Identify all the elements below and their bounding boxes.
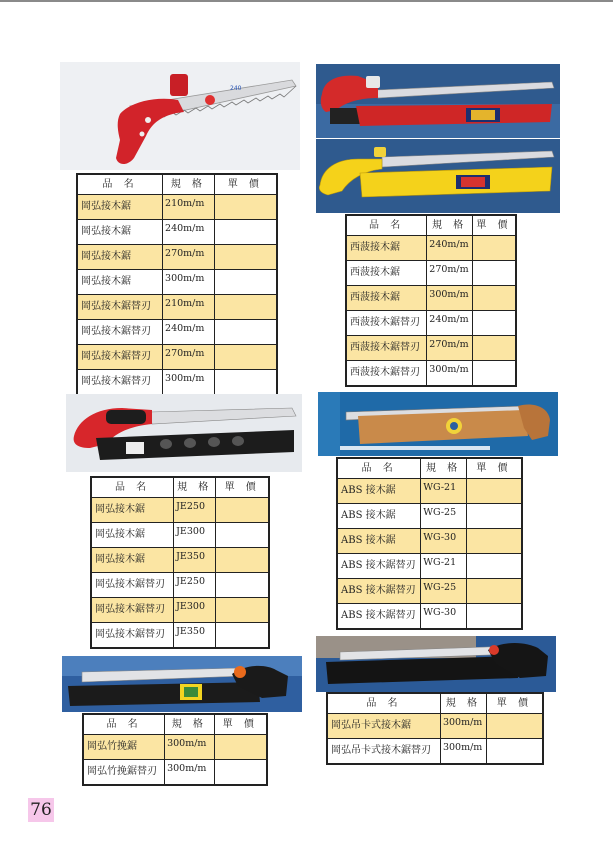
table-row bbox=[91, 523, 269, 548]
cell-product-name: 岡弘接木鋸替刃 bbox=[91, 623, 174, 649]
table-row bbox=[337, 579, 522, 604]
table-header-row bbox=[83, 714, 267, 735]
header-product-name: 品 名 bbox=[83, 714, 165, 735]
cell-spec: 300m/m bbox=[163, 270, 215, 295]
cell-unit-price bbox=[214, 760, 267, 786]
cell-product-name: 岡弘接木鋸 bbox=[77, 195, 163, 220]
page-top-rule bbox=[0, 0, 613, 2]
cell-product-name: 西菠接木鋸 bbox=[346, 286, 427, 311]
blade-size-mark: 240 bbox=[230, 85, 242, 92]
header-unit-price: 單 價 bbox=[216, 477, 269, 498]
price-table-5 bbox=[82, 713, 268, 786]
header-spec: 規 格 bbox=[427, 215, 473, 236]
cell-product-name: 岡弘接木鋸替刃 bbox=[77, 370, 163, 396]
cell-unit-price bbox=[214, 735, 267, 760]
table-row bbox=[337, 479, 522, 504]
cell-product-name: ABS 接木鋸 bbox=[337, 504, 421, 529]
cell-product-name: 西菠接木鋸替刃 bbox=[346, 336, 427, 361]
cell-unit-price bbox=[214, 295, 277, 320]
cell-product-name: 岡弘接木鋸替刃 bbox=[91, 573, 174, 598]
cell-spec: 300m/m bbox=[440, 739, 486, 765]
cell-unit-price bbox=[466, 479, 522, 504]
cell-spec: 300m/m bbox=[165, 735, 214, 760]
cell-product-name: 岡弘竹挽鋸替刃 bbox=[83, 760, 165, 786]
cell-spec: 210m/m bbox=[163, 295, 215, 320]
table-header-row bbox=[91, 477, 269, 498]
header-spec: 規 格 bbox=[440, 693, 486, 714]
header-unit-price: 單 價 bbox=[214, 714, 267, 735]
table-row bbox=[91, 623, 269, 649]
product-photo-abs-saw-card bbox=[318, 392, 558, 456]
cell-product-name: 岡弘接木鋸 bbox=[77, 270, 163, 295]
header-spec: 規 格 bbox=[421, 458, 467, 479]
cell-unit-price bbox=[216, 548, 269, 573]
cell-product-name: ABS 接木鋸替刃 bbox=[337, 579, 421, 604]
cell-spec: 300m/m bbox=[427, 361, 473, 387]
cell-product-name: 岡弘接木鋸替刃 bbox=[77, 320, 163, 345]
table-header-row bbox=[337, 458, 522, 479]
cell-unit-price bbox=[216, 573, 269, 598]
header-unit-price: 單 價 bbox=[466, 458, 522, 479]
cell-unit-price bbox=[486, 739, 543, 765]
table-row bbox=[77, 320, 277, 345]
cell-spec: 270m/m bbox=[163, 345, 215, 370]
cell-unit-price bbox=[472, 336, 516, 361]
price-table-3 bbox=[90, 476, 270, 649]
table-row bbox=[91, 573, 269, 598]
table-row bbox=[77, 220, 277, 245]
header-unit-price: 單 價 bbox=[486, 693, 543, 714]
cell-unit-price bbox=[216, 598, 269, 623]
cell-product-name: 岡弘接木鋸替刃 bbox=[91, 598, 174, 623]
cell-unit-price bbox=[472, 361, 516, 387]
table-row bbox=[91, 598, 269, 623]
cell-product-name: 岡弘接木鋸替刃 bbox=[77, 345, 163, 370]
cell-unit-price bbox=[214, 345, 277, 370]
cell-spec: 210m/m bbox=[163, 195, 215, 220]
table-row bbox=[91, 548, 269, 573]
table-row bbox=[346, 311, 516, 336]
cell-spec: 300m/m bbox=[163, 370, 215, 396]
cell-spec: JE300 bbox=[174, 523, 216, 548]
header-unit-price: 單 價 bbox=[214, 174, 277, 195]
header-product-name: 品 名 bbox=[91, 477, 174, 498]
cell-spec: JE350 bbox=[174, 623, 216, 649]
table-row bbox=[346, 286, 516, 311]
page-number: 76 bbox=[28, 798, 54, 822]
cell-spec: 300m/m bbox=[427, 286, 473, 311]
cell-unit-price bbox=[472, 311, 516, 336]
cell-spec: JE350 bbox=[174, 548, 216, 573]
cell-product-name: ABS 接木鋸替刃 bbox=[337, 604, 421, 630]
cell-unit-price bbox=[466, 529, 522, 554]
table-row bbox=[337, 529, 522, 554]
cell-product-name: 岡弘接木鋸 bbox=[91, 548, 174, 573]
table-row bbox=[77, 245, 277, 270]
cell-unit-price bbox=[214, 320, 277, 345]
cell-spec: 240m/m bbox=[163, 220, 215, 245]
cell-spec: 270m/m bbox=[427, 336, 473, 361]
cell-unit-price bbox=[466, 504, 522, 529]
cell-unit-price bbox=[466, 604, 522, 630]
table-row bbox=[77, 195, 277, 220]
product-photo-red-saw bbox=[60, 62, 300, 170]
cell-product-name: 岡弘接木鋸 bbox=[77, 245, 163, 270]
table-row bbox=[327, 739, 543, 765]
product-photo-red-sheath-saw bbox=[316, 64, 560, 138]
price-table-2 bbox=[345, 214, 517, 387]
product-photo-bamboo-saw bbox=[62, 656, 302, 712]
cell-spec: 240m/m bbox=[163, 320, 215, 345]
cell-spec: WG-21 bbox=[421, 479, 467, 504]
header-unit-price: 單 價 bbox=[472, 215, 516, 236]
cell-spec: 270m/m bbox=[163, 245, 215, 270]
cell-unit-price bbox=[216, 523, 269, 548]
table-row bbox=[327, 714, 543, 739]
header-product-name: 品 名 bbox=[77, 174, 163, 195]
cell-unit-price bbox=[214, 220, 277, 245]
cell-unit-price bbox=[216, 623, 269, 649]
cell-unit-price bbox=[472, 236, 516, 261]
table-row bbox=[77, 295, 277, 320]
cell-unit-price bbox=[472, 261, 516, 286]
header-product-name: 品 名 bbox=[327, 693, 440, 714]
table-row bbox=[346, 236, 516, 261]
table-row bbox=[346, 261, 516, 286]
header-product-name: 品 名 bbox=[346, 215, 427, 236]
cell-product-name: 岡弘接木鋸替刃 bbox=[77, 295, 163, 320]
cell-unit-price bbox=[214, 195, 277, 220]
cell-spec: WG-25 bbox=[421, 504, 467, 529]
cell-spec: JE250 bbox=[174, 573, 216, 598]
table-row bbox=[91, 498, 269, 523]
header-spec: 規 格 bbox=[163, 174, 215, 195]
cell-unit-price bbox=[486, 714, 543, 739]
table-row bbox=[346, 361, 516, 387]
table-row bbox=[83, 735, 267, 760]
product-photo-black-sheath-saw bbox=[66, 394, 302, 472]
cell-spec: WG-25 bbox=[421, 579, 467, 604]
cell-spec: WG-30 bbox=[421, 529, 467, 554]
header-spec: 規 格 bbox=[165, 714, 214, 735]
table-row bbox=[77, 370, 277, 396]
table-row bbox=[77, 345, 277, 370]
table-row bbox=[337, 504, 522, 529]
table-row bbox=[337, 604, 522, 630]
table-header-row bbox=[327, 693, 543, 714]
table-row bbox=[77, 270, 277, 295]
cell-product-name: ABS 接木鋸替刃 bbox=[337, 554, 421, 579]
table-row bbox=[346, 336, 516, 361]
price-table-4 bbox=[336, 457, 523, 630]
cell-product-name: ABS 接木鋸 bbox=[337, 479, 421, 504]
cell-unit-price bbox=[466, 579, 522, 604]
cell-product-name: 岡弘吊卡式接木鋸替刃 bbox=[327, 739, 440, 765]
cell-product-name: ABS 接木鋸 bbox=[337, 529, 421, 554]
price-table-6 bbox=[326, 692, 544, 765]
cell-product-name: 岡弘竹挽鋸 bbox=[83, 735, 165, 760]
cell-product-name: 岡弘吊卡式接木鋸 bbox=[327, 714, 440, 739]
cell-spec: 300m/m bbox=[165, 760, 214, 786]
cell-product-name: 岡弘接木鋸 bbox=[91, 498, 174, 523]
cell-product-name: 西菠接木鋸替刃 bbox=[346, 311, 427, 336]
cell-spec: WG-30 bbox=[421, 604, 467, 630]
cell-spec: 300m/m bbox=[440, 714, 486, 739]
cell-unit-price bbox=[214, 370, 277, 396]
cell-unit-price bbox=[214, 245, 277, 270]
header-spec: 規 格 bbox=[174, 477, 216, 498]
cell-unit-price bbox=[466, 554, 522, 579]
cell-product-name: 西菠接木鋸替刃 bbox=[346, 361, 427, 387]
cell-spec: 270m/m bbox=[427, 261, 473, 286]
table-row bbox=[337, 554, 522, 579]
cell-spec: 240m/m bbox=[427, 311, 473, 336]
cell-spec: WG-21 bbox=[421, 554, 467, 579]
cell-unit-price bbox=[472, 286, 516, 311]
price-table-1 bbox=[76, 173, 278, 396]
cell-unit-price bbox=[214, 270, 277, 295]
product-photo-yellow-sheath-saw bbox=[316, 139, 560, 213]
cell-product-name: 西菠接木鋸 bbox=[346, 261, 427, 286]
cell-spec: JE300 bbox=[174, 598, 216, 623]
product-photo-hanging-card-saw bbox=[316, 636, 556, 692]
table-row bbox=[83, 760, 267, 786]
table-header-row bbox=[77, 174, 277, 195]
header-product-name: 品 名 bbox=[337, 458, 421, 479]
cell-product-name: 岡弘接木鋸 bbox=[77, 220, 163, 245]
cell-spec: JE250 bbox=[174, 498, 216, 523]
cell-unit-price bbox=[216, 498, 269, 523]
cell-product-name: 西菠接木鋸 bbox=[346, 236, 427, 261]
cell-product-name: 岡弘接木鋸 bbox=[91, 523, 174, 548]
table-header-row bbox=[346, 215, 516, 236]
cell-spec: 240m/m bbox=[427, 236, 473, 261]
